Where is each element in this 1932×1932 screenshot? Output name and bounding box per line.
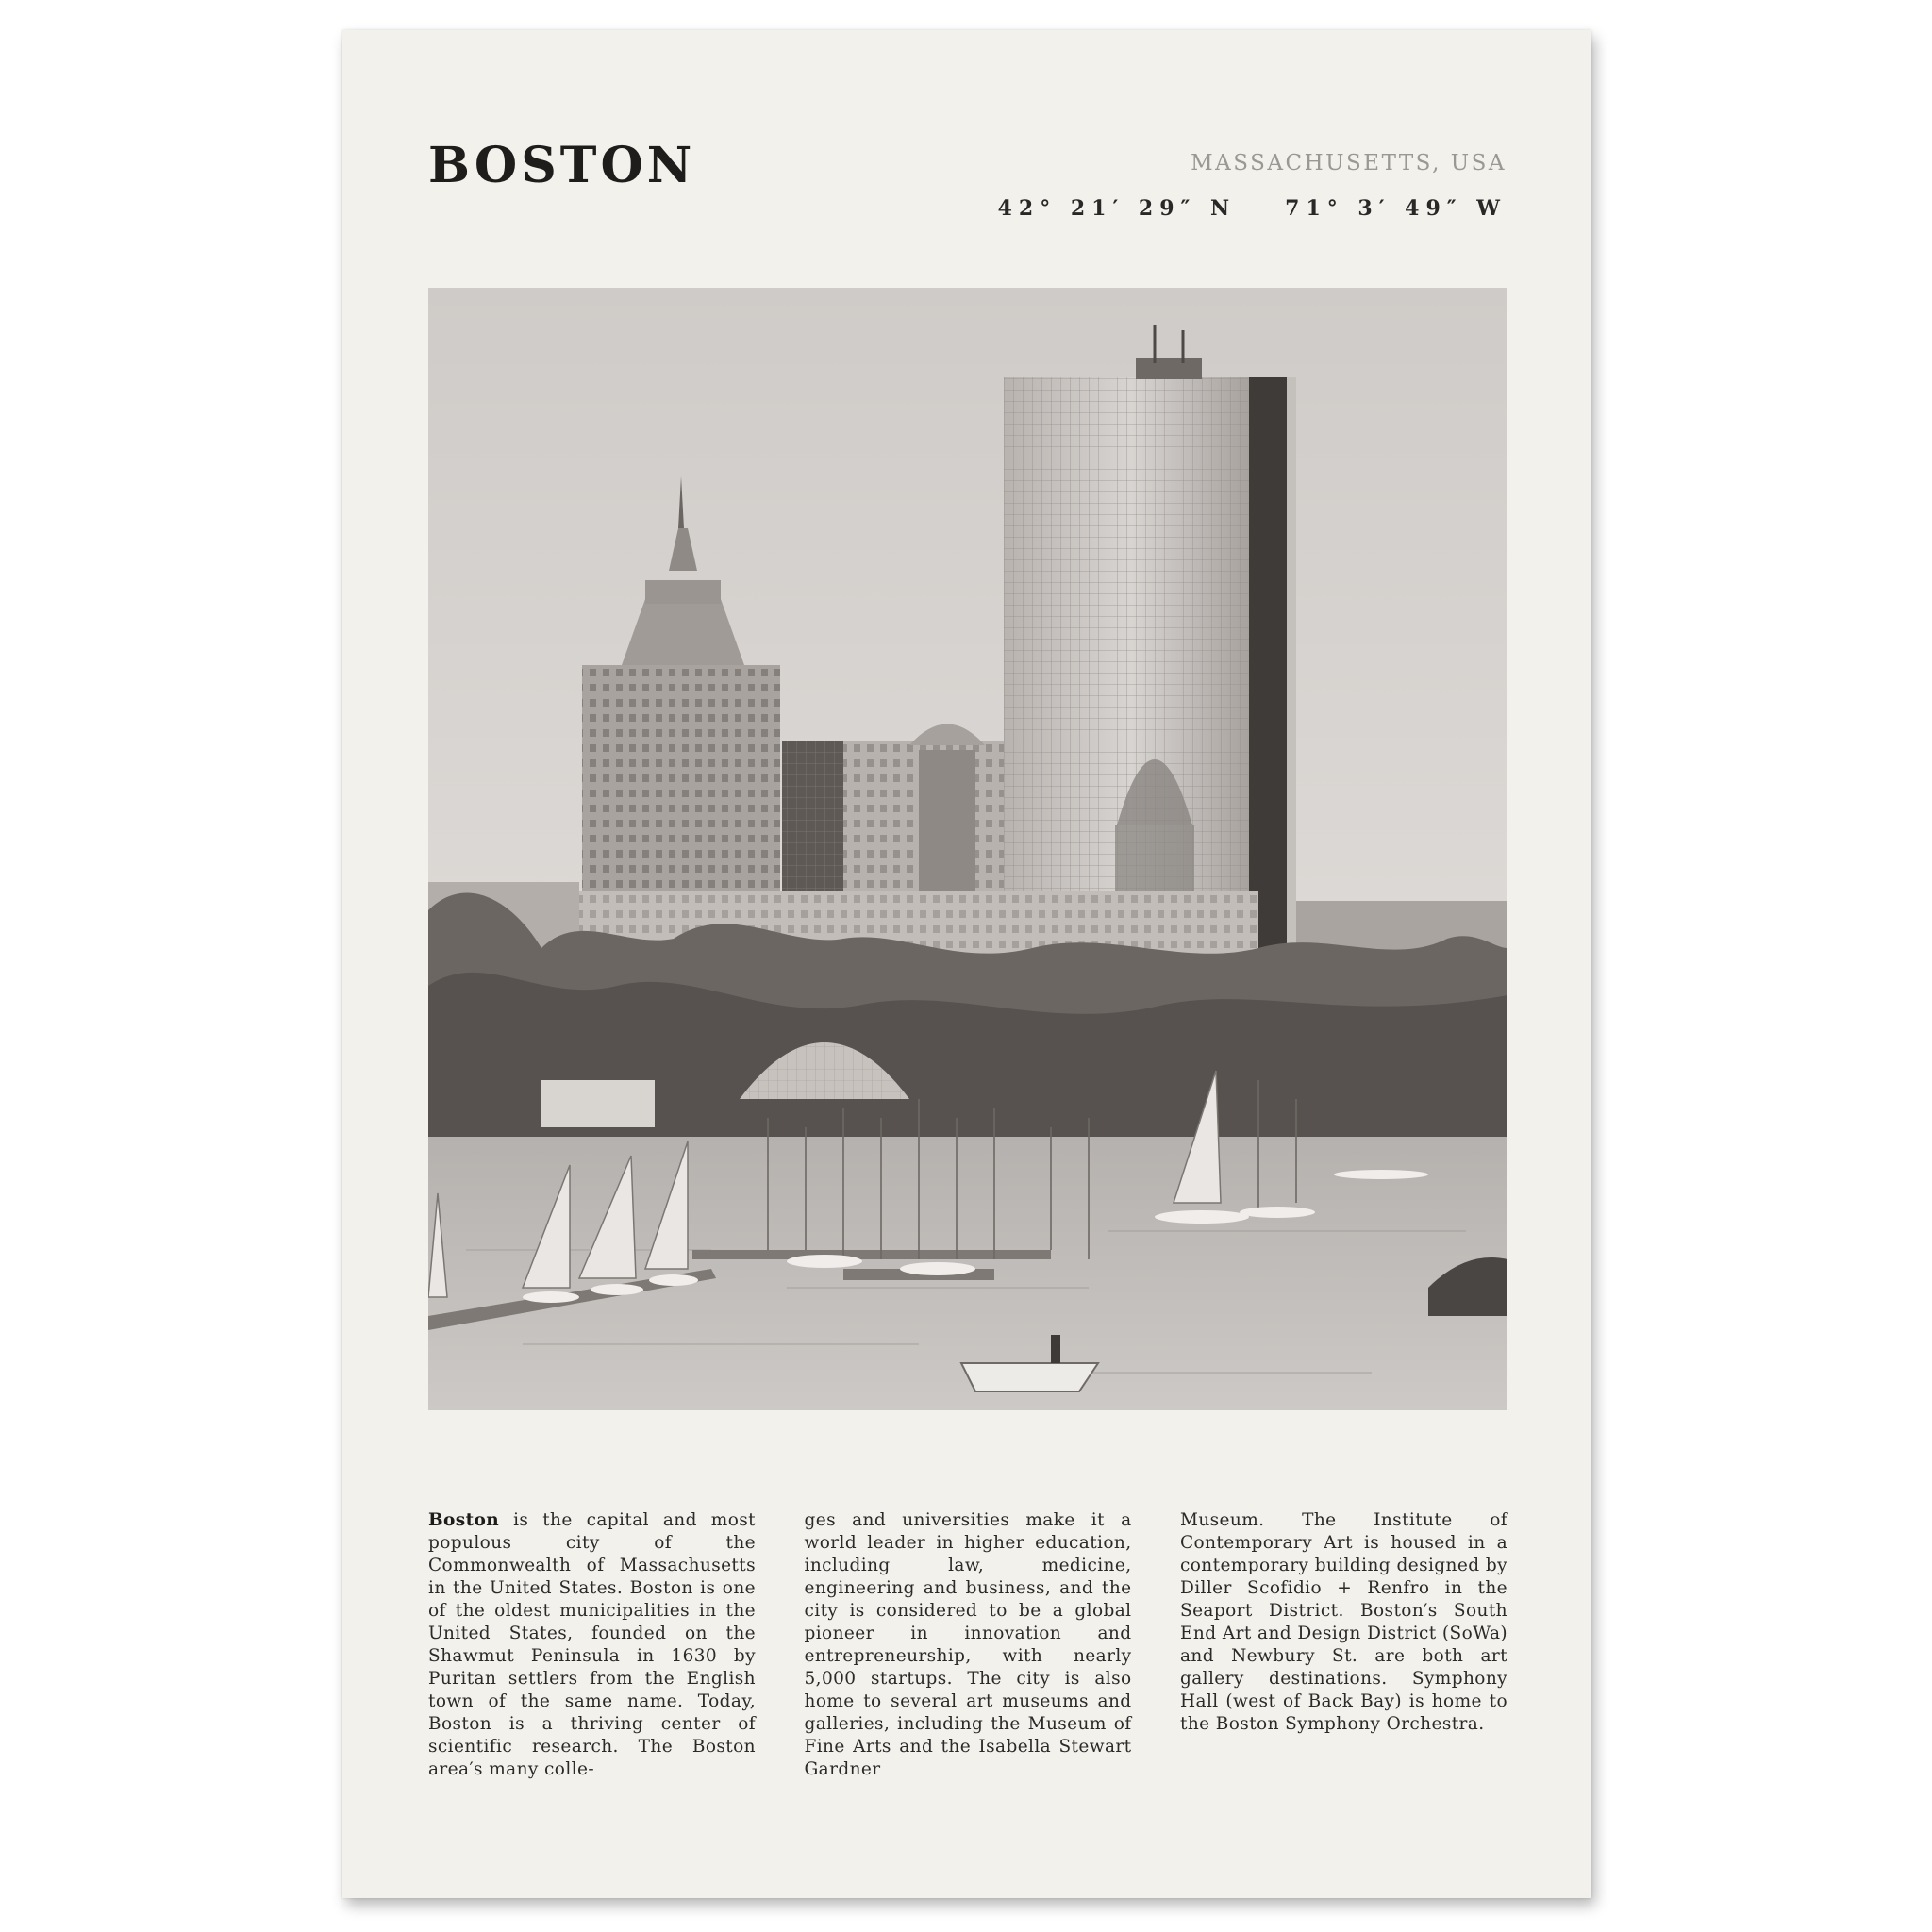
coordinates	[998, 198, 1507, 219]
city-title: BOSTON	[428, 137, 696, 194]
description-column-2: ges and universities make it a world leader in higher education, including law, medicine, engineering and business, and the city is considered to be a global pioneer in innovation and entrepreneurship, with nearly 5,000 startups. The city is also home to several art museums and galleries, including the Museum of Fine Arts and the Isabella Stewart Gardner	[804, 1510, 1132, 1779]
description-column-1	[428, 1509, 756, 1781]
boathouse	[541, 1080, 655, 1127]
description-column-3: Museum. The Institute of Contemporary Art is housed in a contemporary building designed by Diller Scofidio + Renfro in the Seaport District. Boston′s South End Art and Design District (SoWa) and Newbury St. are both art gallery destinations. Symphony Hall (west of Back Bay) is home to the Boston Symphony Orchestra.	[1180, 1510, 1507, 1734]
column-1-text: is the capital and most populous city of the Commonwealth of Massachusetts in the United States. Boston is one of the oldest municipalities in the United States, founded on the Shawmut Peninsula in 1630 by Puritan settlers from the English town of the same name. Today, Boston is a thriving center of scientific research. The Boston area′s many colle-	[428, 1510, 756, 1779]
region-label: MASSACHUSETTS, USA	[1191, 151, 1507, 175]
poster	[342, 30, 1591, 1898]
john-hancock-tower	[1004, 325, 1296, 991]
latitude: 42° 21′ 29″ N	[997, 196, 1237, 221]
skyline-illustration	[428, 288, 1507, 1410]
description	[428, 1509, 1507, 1781]
skyline-photo	[428, 288, 1507, 1410]
longitude: 71° 3′ 49″ W	[1285, 196, 1507, 221]
intro-word: Boston	[428, 1510, 500, 1530]
